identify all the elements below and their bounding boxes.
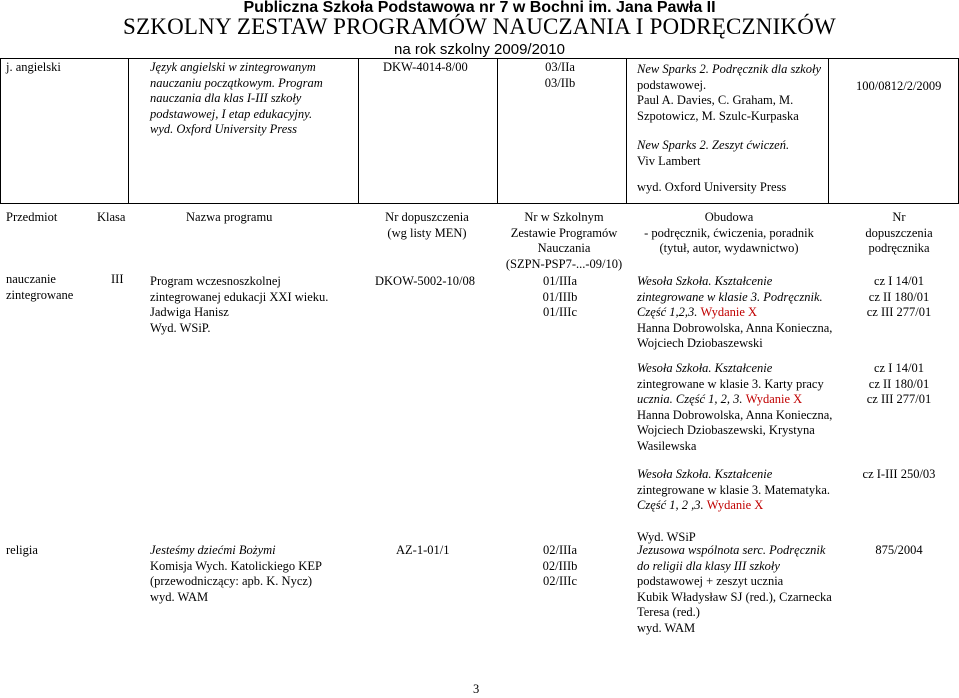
col-program: Nazwa programu <box>186 210 273 224</box>
col-klasa: Klasa <box>97 210 126 224</box>
col-registry: Nr w Szkolnym Zestawie Programów Nauczania (SZPN-PSP7-...-09/10) <box>505 210 623 271</box>
row-zint-program: Program wczesnoszkolnej zintegrowanej edukacji XXI wieku. Jadwiga Hanisz Wyd. WSiP. <box>150 274 329 335</box>
top-book2: New Sparks 2. Zeszyt ćwiczeń. Viv Lambert <box>637 138 790 168</box>
row-religia-book-no: 875/2004 <box>875 543 923 557</box>
row-religia-registry: 02/IIIa 02/IIIb 02/IIIc <box>542 543 578 588</box>
row-religia-subject: religia <box>6 543 38 557</box>
top-table-bottom <box>0 203 959 204</box>
grid-line <box>0 58 1 204</box>
grid-line <box>497 58 498 204</box>
school-year: na rok szkolny 2009/2010 <box>394 41 565 58</box>
row-religia-approval: AZ-1-01/1 <box>396 543 450 557</box>
row-zint-subject: nauczanie zintegrowane <box>6 272 74 302</box>
top-approval: DKW-4014-8/00 <box>383 60 468 74</box>
page-number: 3 <box>473 682 480 696</box>
grid-line <box>828 58 829 204</box>
row-zint-book2: Wesoła Szkoła. Kształcenie zintegrowane w klasie 3. Karty pracy ucznia. Część 1, 2, 3. Wydanie X Hanna Dobrowolska, Anna Konieczna, Wojciech Dziobaszewski, Krystyna Wasilewska <box>637 361 833 453</box>
row-zint-klasa: III <box>111 272 124 286</box>
row-religia-program: Jesteśmy dziećmi Bożymi Komisja Wych. Katolickiego KEP (przewodniczący: apb. K. Nycz) wyd. WAM <box>150 543 322 604</box>
top-book1: New Sparks 2. Podręcznik dla szkoły podstawowej. Paul A. Davies, C. Graham, M. Szpotowicz, M. Szulc-Kurpaska <box>637 62 822 123</box>
top-publisher: wyd. Oxford University Press <box>637 180 787 194</box>
row-zint-book1-no: cz I 14/01 cz II 180/01 cz III 277/01 <box>866 274 932 319</box>
row-zint-book1: Wesoła Szkoła. Kształcenie zintegrowane w klasie 3. Podręcznik. Część 1,2,3. Wydanie X Hanna Dobrowolska, Anna Konieczna, Wojciech Dziobaszewski <box>637 274 833 350</box>
top-book-no: 100/0812/2/2009 <box>856 79 942 93</box>
col-book-no: Nr dopuszczenia podręcznika <box>865 210 933 255</box>
col-approval: Nr dopuszczenia (wg listy MEN) <box>385 210 469 240</box>
row-religia-book: Jezusowa wspólnota serc. Podręcznik do religii dla klasy III szkoły podstawowej + zeszyt ucznia Kubik Władysław SJ (red.), Czarnecka Teresa (red.) wyd. WAM <box>637 543 832 635</box>
top-program: Język angielski w zintegrowanym nauczaniu początkowym. Program nauczania dla klas I-III szkoły podstawowej, I etap edukacyjny. wyd. Oxford University Press <box>150 60 323 136</box>
page-title: SZKOLNY ZESTAW PROGRAMÓW NAUCZANIA I PODRĘCZNIKÓW <box>123 14 836 39</box>
grid-line <box>626 58 627 204</box>
col-book: Obudowa - podręcznik, ćwiczenia, poradnik (tytuł, autor, wydawnictwo) <box>644 210 814 255</box>
row-zint-book3-no: cz I-III 250/03 <box>862 467 936 481</box>
school-name: Publiczna Szkoła Podstawowa nr 7 w Bochni im. Jana Pawła II <box>243 0 716 16</box>
row-zint-book3: Wesoła Szkoła. Kształcenie zintegrowane w klasie 3. Matematyka. Część 1, 2 ,3. Wydanie X Wyd. WSiP <box>637 467 830 544</box>
row-zint-registry: 01/IIIa 01/IIIb 01/IIIc <box>542 274 578 319</box>
grid-line <box>128 58 129 204</box>
col-subject: Przedmiot <box>6 210 58 224</box>
row-zint-book2-no: cz I 14/01 cz II 180/01 cz III 277/01 <box>866 361 932 406</box>
top-registry: 03/IIa 03/IIb <box>544 60 576 90</box>
top-table-border <box>0 58 959 59</box>
grid-line <box>358 58 359 204</box>
row-zint-approval: DKOW-5002-10/08 <box>375 274 475 288</box>
top-subject: j. angielski <box>6 60 61 74</box>
